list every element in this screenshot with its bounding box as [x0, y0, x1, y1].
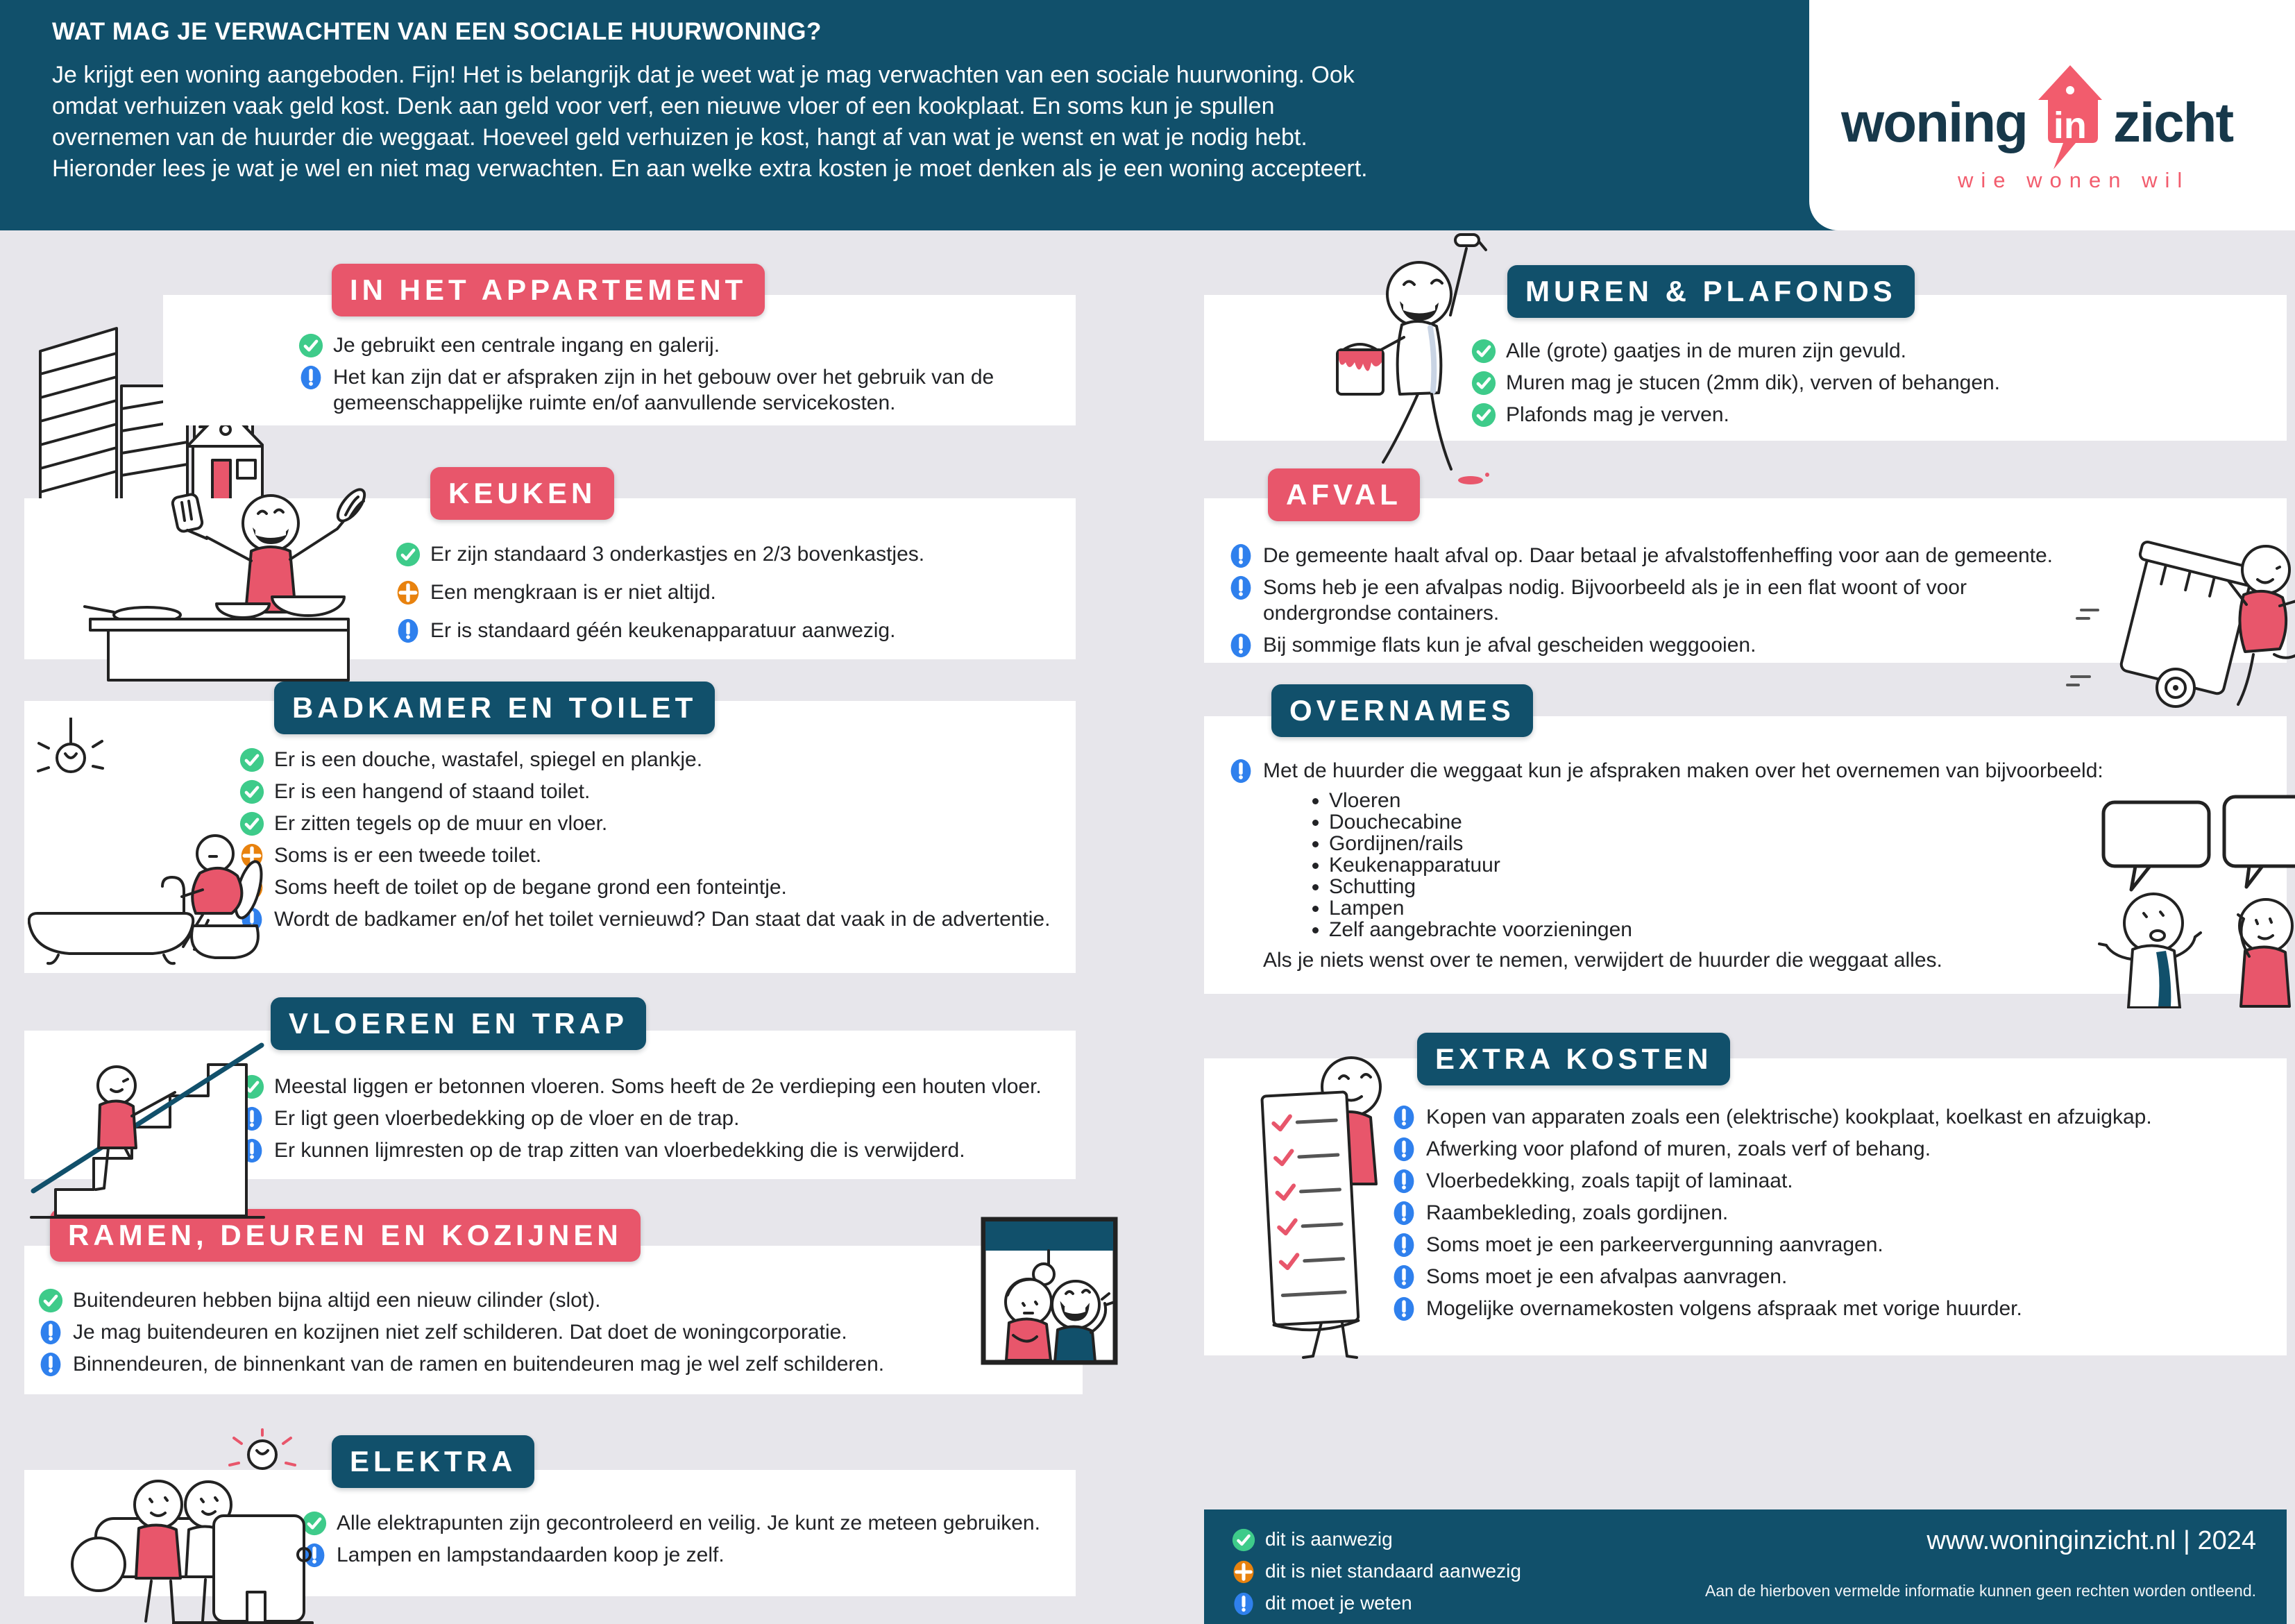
- section-badge: RAMEN, DEUREN EN KOZIJNEN: [50, 1209, 641, 1262]
- check-item: [239, 1074, 1055, 1099]
- info-item: [1391, 1296, 2266, 1321]
- item-text: Er is een hangend of staand toilet.: [274, 780, 591, 803]
- check-icon: [1232, 1528, 1255, 1552]
- item-text: Je gebruikt een centrale ingang en galerij.: [333, 334, 720, 357]
- item-text: Je mag buitendeuren en kozijnen niet zelf schilderen. Dat doet de woningcorporatie.: [73, 1321, 847, 1344]
- check-icon: [396, 542, 421, 567]
- item-text: Soms is er een tweede toilet.: [274, 844, 542, 867]
- plus-item: [239, 874, 1055, 900]
- item-text: Met de huurder die weggaat kun je afspraken maken over het overnemen van bijvoorbeeld:: [1263, 759, 2103, 782]
- plus-icon: [396, 580, 421, 605]
- item-text: Buitendeuren hebben bijna altijd een nieuw cilinder (slot).: [73, 1289, 601, 1312]
- bullet-item: • Gordijnen/rails: [1329, 833, 2106, 854]
- check-icon: [38, 1288, 63, 1313]
- info-item: [1228, 575, 2078, 626]
- item-text: Wordt de badkamer en/of het toilet vernieuwd? Dan staat dat vaak in de advertentie.: [274, 908, 1051, 931]
- item-text: Er ligt geen vloerbedekking op de vloer en de trap.: [274, 1107, 740, 1130]
- plus-item: [239, 843, 1055, 868]
- info-icon: [1228, 759, 1253, 784]
- plus-icon: [1232, 1560, 1255, 1584]
- section-ramen-deuren-en-kozijnen: [24, 1219, 1083, 1394]
- section-badge: ELEKTRA: [332, 1435, 534, 1488]
- info-item: [298, 364, 1055, 416]
- logo-house-icon: [2030, 64, 2110, 182]
- bullet-item: • Schutting: [1329, 876, 2106, 897]
- info-item: [302, 1542, 1055, 1568]
- info-icon: [298, 365, 323, 390]
- item-text: Lampen en lampstandaarden koop je zelf.: [337, 1543, 725, 1566]
- section-badge: MUREN & PLAFONDS: [1507, 265, 1915, 318]
- item-text: Een mengkraan is er niet altijd.: [430, 581, 716, 604]
- section-items: [239, 747, 1055, 932]
- section-badge: BADKAMER EN TOILET: [274, 682, 715, 734]
- plus-item: [1232, 1559, 2287, 1584]
- speech-bubbles-people-illustration: [2063, 790, 2295, 1008]
- item-text: dit moet je weten: [1265, 1592, 1412, 1614]
- section-badge: OVERNAMES: [1271, 684, 1533, 737]
- bullet-item: • Vloeren: [1329, 790, 2106, 811]
- bullet-item: • Keukenapparatuur: [1329, 854, 2106, 876]
- info-icon: [38, 1352, 63, 1377]
- intro-line: overnemen van de huurder die weggaat. Hoeveel geld verhuizen je kost, hangt af van wat je wenst en wat je nodig hebt.: [52, 124, 1307, 151]
- item-text: Soms heb je een afvalpas nodig. Bijvoorbeeld als je in een flat woont of voor ondergrondse containers.: [1263, 576, 1967, 625]
- couch-tv-illustration: [42, 1428, 319, 1624]
- info-item: [239, 1137, 1055, 1163]
- plus-item: [396, 580, 1055, 605]
- info-item: [1228, 543, 2078, 568]
- info-item: [1228, 632, 2078, 658]
- info-item: [1391, 1104, 2266, 1130]
- info-item: [396, 618, 1055, 643]
- item-text: Er zijn standaard 3 onderkastjes en 2/3 bovenkastjes.: [430, 543, 925, 566]
- item-text: Er is een douche, wastafel, spiegel en plankje.: [274, 748, 703, 771]
- info-item: [239, 906, 1055, 932]
- info-icon: [396, 618, 421, 643]
- section-items: [302, 1510, 1055, 1568]
- logo-word-woning: woning: [1841, 92, 2027, 153]
- info-item: [239, 1106, 1055, 1131]
- item-text: Meestal liggen er betonnen vloeren. Soms heeft de 2e verdieping een houten vloer.: [274, 1075, 1042, 1098]
- item-text: De gemeente haalt afval op. Daar betaal je afvalstoffenheffing voor aan de gemeente.: [1263, 544, 2053, 567]
- item-text: Mogelijke overnamekosten volgens afspraak met vorige huurder.: [1426, 1297, 2022, 1320]
- logo: [1809, 0, 2295, 230]
- intro-line: omdat verhuizen vaak geld kost. Denk aan geld voor verf, een nieuwe vloer of een kookplaat. En soms kun je spullen: [52, 93, 1275, 119]
- bullet-item: • Zelf aangebrachte voorzieningen: [1329, 919, 2106, 940]
- item-text: Alle elektrapunten zijn gecontroleerd en veilig. Je kunt ze meteen gebruiken.: [337, 1512, 1040, 1534]
- check-item: [396, 541, 1055, 567]
- item-text: dit is niet standaard aanwezig: [1265, 1560, 1521, 1582]
- logo-word-in: in: [2053, 105, 2087, 146]
- info-icon: [38, 1320, 63, 1345]
- item-text: Alle (grote) gaatjes in de muren zijn gevuld.: [1506, 339, 1906, 362]
- check-item: [1471, 370, 2266, 396]
- section-items: [298, 332, 1055, 416]
- website-text: www.woninginzicht.nl | 2024: [1926, 1526, 2256, 1555]
- bullet-item: • Lampen: [1329, 897, 2106, 919]
- check-item: [239, 779, 1055, 804]
- item-text: Plafonds mag je verven.: [1506, 403, 1729, 426]
- info-item: [1391, 1168, 2266, 1194]
- info-item: [1391, 1136, 2266, 1162]
- bullet-list: [1308, 790, 2106, 940]
- window-people-illustration: [980, 1216, 1119, 1398]
- logo-tagline: wie wonen wil: [1958, 168, 2190, 192]
- check-item: [239, 747, 1055, 772]
- item-text: Afwerking voor plafond of muren, zoals verf of behang.: [1426, 1137, 1931, 1160]
- check-item: [239, 811, 1055, 836]
- section-items: [1228, 758, 2106, 973]
- check-item: [302, 1510, 1055, 1536]
- item-text: Kopen van apparaten zoals een (elektrische) kookplaat, koelkast en afzuigkap.: [1426, 1106, 2152, 1128]
- section-badge: VLOEREN EN TRAP: [271, 997, 646, 1050]
- info-item: [38, 1351, 916, 1377]
- intro-line: Hieronder lees je wat je wel en niet mag verwachten. En aan welke extra kosten je moet denken als je een woning accepteert.: [52, 155, 1368, 182]
- item-text: Soms moet je een parkeervergunning aanvragen.: [1426, 1233, 1883, 1256]
- info-icon: [1228, 543, 1253, 568]
- section-footnote: Als je niets wenst over te nemen, verwijdert de huurder die weggaat alles.: [1263, 949, 1942, 972]
- info-item: [1391, 1264, 2266, 1289]
- info-icon: [1232, 1592, 1255, 1616]
- intro-line: Je krijgt een woning aangeboden. Fijn! Het is belangrijk dat je weet wat je mag verwachten van een sociale huurwoning. Ook: [52, 62, 1355, 88]
- item-text: Bij sommige flats kun je afval gescheiden weggooien.: [1263, 634, 1756, 657]
- item-text: Muren mag je stucen (2mm dik), verven of behangen.: [1506, 371, 2001, 394]
- disclaimer-text: Aan de hierboven vermelde informatie kunnen geen rechten worden ontleend.: [1704, 1582, 2256, 1600]
- section-badge: KEUKEN: [430, 467, 614, 520]
- jumping-painter-illustration: [1308, 233, 1496, 490]
- info-item: [38, 1319, 916, 1345]
- section-items: [1471, 338, 2266, 428]
- wheelie-bin-illustration: [2058, 528, 2295, 712]
- bullet-item: • Douchecabine: [1329, 811, 2106, 833]
- section-items: [38, 1287, 916, 1377]
- check-item: [38, 1287, 916, 1313]
- section-badge: EXTRA KOSTEN: [1417, 1033, 1730, 1085]
- item-text: Er kunnen lijmresten op de trap zitten van vloerbedekking die is verwijderd.: [274, 1139, 965, 1162]
- section-items: [1228, 543, 2078, 658]
- logo-wordmark: [1841, 64, 2233, 182]
- item-text: Er is standaard géén keukenapparatuur aanwezig.: [430, 619, 896, 642]
- check-icon: [298, 333, 323, 358]
- item-text: Er zitten tegels op de muur en vloer.: [274, 812, 608, 835]
- check-item: [1471, 338, 2266, 364]
- section-items: [396, 541, 1055, 643]
- item-text: Soms heeft de toilet op de begane grond een fonteintje.: [274, 876, 787, 899]
- logo-word-zicht: zicht: [2112, 92, 2233, 153]
- intro-paragraph: [52, 60, 1368, 185]
- legend: [1204, 1509, 2287, 1624]
- info-icon: [1228, 633, 1253, 658]
- item-text: dit is aanwezig: [1265, 1528, 1393, 1550]
- item-text: Soms moet je een afvalpas aanvragen.: [1426, 1265, 1788, 1288]
- info-icon: [1228, 575, 1253, 600]
- item-text: Binnendeuren, de binnenkant van de ramen en buitendeuren mag je wel zelf schilderen.: [73, 1353, 885, 1376]
- section-badge: IN HET APPARTEMENT: [332, 264, 765, 316]
- page-title: WAT MAG JE VERWACHTEN VAN EEN SOCIALE HUURWONING?: [52, 18, 822, 45]
- item-text: Raambekleding, zoals gordijnen.: [1426, 1201, 1729, 1224]
- info-item: [1391, 1200, 2266, 1226]
- checklist-person-illustration: [1237, 1044, 1417, 1367]
- bathroom-illustration: [28, 718, 267, 983]
- check-item: [298, 332, 1055, 358]
- section-in-het-appartement: [163, 273, 1076, 425]
- item-text: Het kan zijn dat er afspraken zijn in het gebouw over het gebruik van de gemeenschappelijke ruimte en/of aanvullende servicekosten.: [333, 366, 994, 414]
- info-item: [1228, 758, 2106, 784]
- section-items: [239, 1074, 1055, 1163]
- item-text: Vloerbedekking, zoals tapijt of laminaat.: [1426, 1169, 1793, 1192]
- stairs-climb-illustration: [28, 981, 267, 1221]
- section-items: [1391, 1104, 2266, 1321]
- kitchen-cook-illustration: [69, 482, 368, 684]
- check-item: [1471, 402, 2266, 428]
- section-badge: AFVAL: [1268, 468, 1420, 521]
- info-item: [1391, 1232, 2266, 1258]
